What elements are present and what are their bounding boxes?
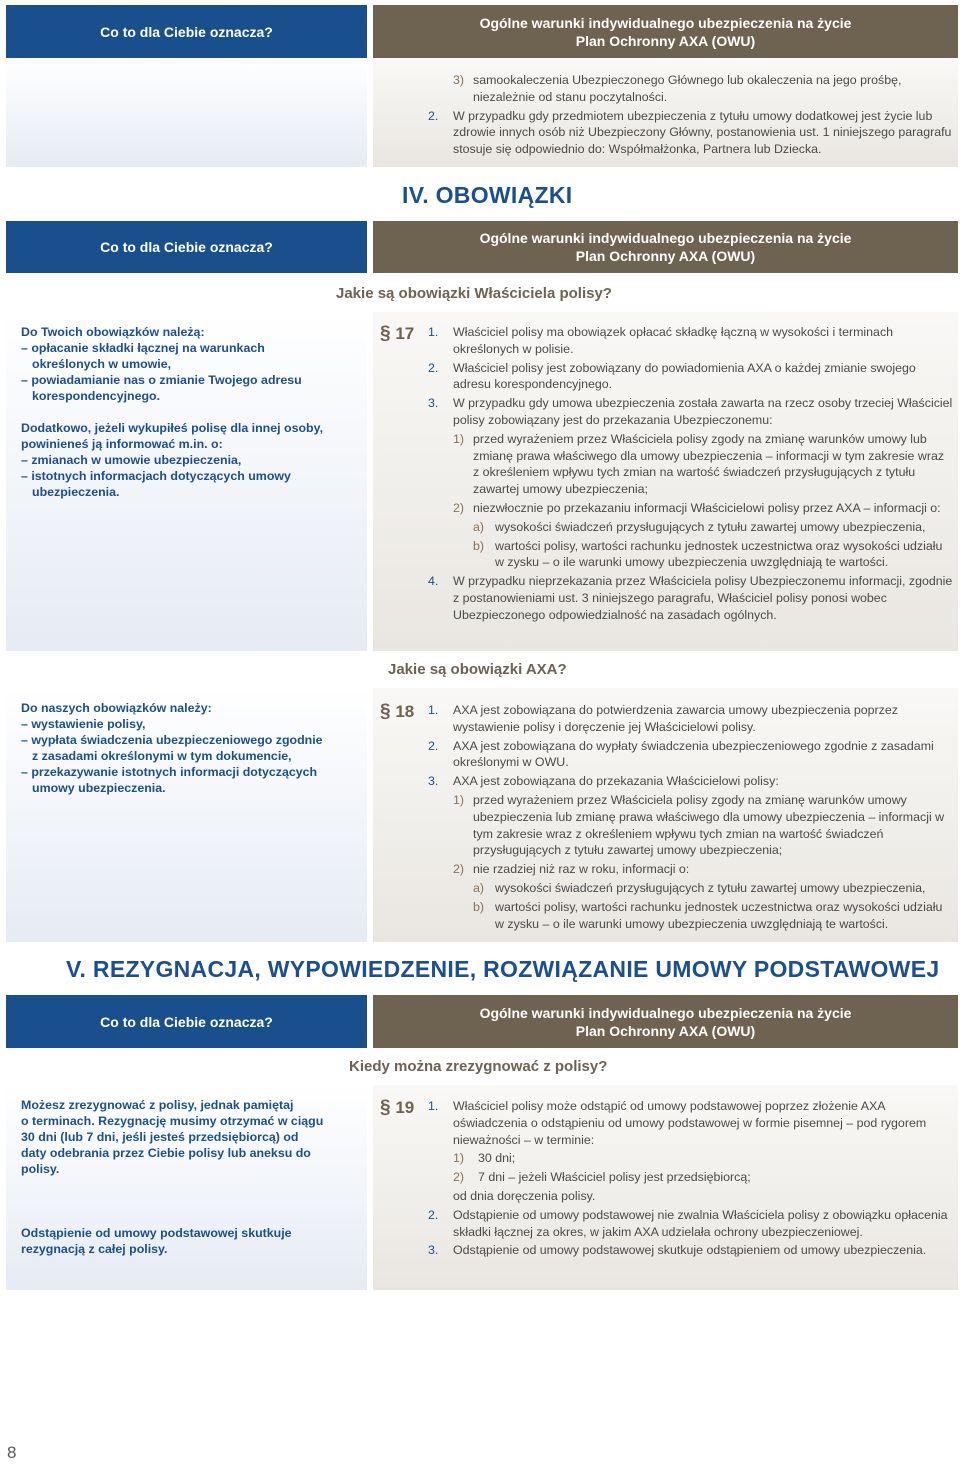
top-items bbox=[428, 72, 953, 160]
section-title-rezygnacja: V. REZYGNACJA, WYPOWIEDZENIE, ROZWIĄZANIE UMOWY PODSTAWOWEJ bbox=[66, 956, 940, 982]
list-item: a) wysokości świadczeń przysługujących z tytułu zawartej umowy ubezpieczenia, bbox=[473, 519, 926, 534]
summary-panel-19: Możesz zrezygnować z polisy, jednak pamiętaj o terminach. Rezygnację musimy otrzymać w ciągu 30 dni (lub 7 dni, jeśli jesteś przedsiębiorcą) od daty odebrania przez Ciebie polisy lub aneksu do polisy. Odstąpienie od umowy podstawowej skutkuje rezygnacją z całej polisy. bbox=[6, 1085, 367, 1290]
list-item: 2. Odstąpienie od umowy podstawowej nie zwalnia Właściciela polisy z obowiązku opłacenia składki łącznej za okres, w jakim AXA udzielała ochrony ubezpieczeniowej. bbox=[428, 1207, 948, 1239]
list-item: 1. Właściciel polisy może odstąpić od umowy podstawowej poprzez złożenie AXA oświadczenia o odstąpieniu od umowy podstawowej w formie pisemnej – pod rygorem nieważności – w terminie: bbox=[428, 1099, 927, 1147]
header-right bbox=[373, 5, 958, 58]
section-sign-icon: § bbox=[380, 701, 391, 722]
list-item: 3) samookaleczenia Ubezpieczonego Głównego lub okaleczenia na jego prośbę, niezależnie od stanu poczytalności. bbox=[453, 73, 902, 104]
header-right-title: Ogólne warunki indywidualnego ubezpieczenia na życie bbox=[479, 230, 852, 246]
header-right-title: Ogólne warunki indywidualnego ubezpieczenia na życie bbox=[479, 14, 852, 31]
items-19 bbox=[428, 1098, 953, 1261]
header-right bbox=[373, 221, 958, 273]
header-right-title: Ogólne warunki indywidualnego ubezpieczenia na życie bbox=[479, 1004, 852, 1021]
list-item: b) wartości polisy, wartości rachunku jednostek uczestnictwa oraz wysokości udziału w zysku – o ile warunki umowy ubezpieczenia uwzględniają te wartości. bbox=[473, 538, 943, 570]
list-item: 1) 30 dni; bbox=[453, 1151, 516, 1166]
list-item: a) wysokości świadczeń przysługujących z tytułu zawartej umowy ubezpieczenia, bbox=[473, 880, 926, 895]
header-right-subtitle: Plan Ochronny AXA (OWU) bbox=[575, 248, 756, 264]
section-sign-icon: § bbox=[380, 1097, 391, 1118]
items-18 bbox=[428, 702, 953, 934]
header-right-subtitle: Plan Ochronny AXA (OWU) bbox=[575, 32, 756, 49]
list-item: 2. AXA jest zobowiązana do wypłaty świadczenia ubezpieczeniowego zgodnie z zasadami określonymi w OWU. bbox=[428, 738, 934, 770]
header-left: Co to dla Ciebie oznacza? bbox=[6, 5, 367, 58]
summary-panel-18: Do naszych obowiązków należy: – wystawienie polisy, – wypłata świadczenia ubezpieczeniowego zgodnie z zasadami określonymi w tym dokumencie, – przekazywanie istotnych informacji dotyczących umowy ubezpieczenia. bbox=[6, 688, 367, 942]
list-item: 1. Właściciel polisy ma obowiązek opłacać składkę łączną w wysokości i terminach określonych w polisie. bbox=[428, 325, 894, 356]
page-number: 8 bbox=[7, 1443, 17, 1462]
list-item: 3. W przypadku gdy umowa ubezpieczenia została zawarta na rzecz osoby trzeciej Właściciel polisy zobowiązany jest do przekazania Ubezpieczonemu: bbox=[428, 396, 953, 427]
section-title-obowiazki: IV. OBOWIĄZKI bbox=[402, 182, 573, 208]
question-18: Jakie są obowiązki AXA? bbox=[388, 661, 567, 678]
list-item: 2. W przypadku gdy przedmiotem ubezpieczenia z tytułu umowy dodatkowej jest życie lub zdrowie innych osób niż Ubezpieczony Główny, postanowienia ust. 1 niniejszego paragrafu stosuje się odpowiednio do: Współmałżonka, Partnera lub Dziecka. bbox=[428, 108, 952, 157]
items-17 bbox=[428, 324, 953, 626]
paragraph-mark-17: § 17 bbox=[380, 323, 415, 344]
question-19: Kiedy można zrezygnować z polisy? bbox=[349, 1058, 608, 1075]
paragraph-mark-19: § 19 bbox=[380, 1097, 415, 1118]
header-right bbox=[373, 995, 958, 1048]
list-item: 2) nie rzadziej niż raz w roku, informacji o: bbox=[453, 862, 690, 877]
summary-panel-17: Do Twoich obowiązków należą: – opłacanie składki łącznej na warunkach określonych w umowie, – powiadamianie nas o zmianie Twojego adresu korespondencyjnego. Dodatkowo, jeżeli wykupiłeś polisę dla innej osoby, powinieneś ją informować m.in. o: – zmianach w umowie ubezpieczenia, – istotnych informacjach dotyczących umowy ubezpieczenia. bbox=[6, 312, 367, 651]
list-item: 1. AXA jest zobowiązana do potwierdzenia zawarcia umowy ubezpieczenia poprzez wystawienie polisy i doręczenie jej Właścicielowi polisy. bbox=[428, 703, 898, 734]
paragraph-mark-18: § 18 bbox=[380, 701, 415, 722]
list-item: 1) przed wyrażeniem przez Właściciela polisy zgody na zmianę warunków umowy lub zmianę prawa właściwego dla umowy ubezpieczenia – informacji w tym zakresie wraz z określeniem wpływu tych zmian na wartość świadczeń przysługujących z tytułu zawartej umowy ubezpieczenia; bbox=[453, 431, 945, 497]
list-item: b) wartości polisy, wartości rachunku jednostek uczestnictwa oraz wysokości udziału w zysku – o ile warunki umowy ubezpieczenia uwzględniają te wartości. bbox=[473, 899, 943, 931]
question-17: Jakie są obowiązki Właściciela polisy? bbox=[336, 285, 612, 302]
list-item: 2) 7 dni – jeżeli Właściciel polisy jest przedsiębiorcą; bbox=[453, 1170, 751, 1185]
list-item: 3. Odstąpienie od umowy podstawowej skutkuje odstąpieniem od umowy ubezpieczenia. bbox=[428, 1243, 927, 1258]
list-item: 2. Właściciel polisy jest zobowiązany do powiadomienia AXA o każdej zmianie swojego adresu korespondencyjnego. bbox=[428, 360, 916, 392]
header-left: Co to dla Ciebie oznacza? bbox=[6, 995, 367, 1048]
list-item: 2) niezwłocznie po przekazaniu informacji Właścicielowi polisy przez AXA – informacji o: bbox=[453, 500, 941, 515]
list-item: 3. AXA jest zobowiązana do przekazania Właścicielowi polisy: bbox=[428, 774, 779, 789]
list-item: 4. W przypadku nieprzekazania przez Właściciela polisy Ubezpieczonemu informacji, zgodnie z postanowieniami ust. 3 niniejszego paragrafu, Właściciel polisy ponosi wobec Ubezpieczonego odpowiedzialność na zasadach ogólnych. bbox=[428, 574, 953, 622]
top-left-panel bbox=[6, 60, 367, 167]
section-sign-icon: § bbox=[380, 323, 391, 344]
header-right-subtitle: Plan Ochronny AXA (OWU) bbox=[575, 1022, 756, 1039]
list-item: 1) przed wyrażeniem przez Właściciela polisy zgody na zmianę warunków umowy ubezpieczenia lub zmianę prawa właściwego dla umowy ubezpieczenia – informacji w tym zakresie wraz z określeniem wpływu tych zmian na wartość świadczeń przysługujących z tytułu zawartej umowy ubezpieczenia; bbox=[453, 792, 945, 858]
list-item: od dnia doręczenia polisy. bbox=[453, 1188, 596, 1203]
header-left: Co to dla Ciebie oznacza? bbox=[6, 221, 367, 273]
